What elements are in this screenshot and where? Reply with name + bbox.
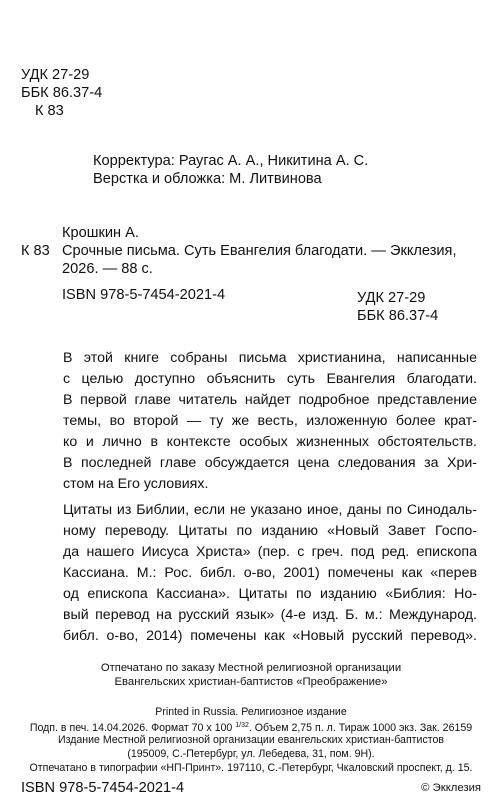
footer-copyright: © Экклезия xyxy=(421,782,481,794)
annotation-line: ко и лично в контексте особых жизненных обстоятельств. xyxy=(63,434,477,450)
printer-line: Отпечатано в типографии «НП-Принт». 197110, С.-Петербург, Чкаловский проспект, д. 15. xyxy=(29,762,473,774)
citation-line: библ. о-во, 2014) помечены как «Новый русский перевод». xyxy=(63,628,477,644)
author-mark-top: К 83 xyxy=(35,103,64,119)
citation-line: од епископа Кассиана». Цитаты по изданию «Библия: Но- xyxy=(63,586,477,602)
citation-line: Кассиана. М.: Рос. библ. о-во, 2001) помечены как «перев xyxy=(63,565,477,581)
citation-line: Цитаты из Библии, если не указано иное, даны по Синодаль- xyxy=(63,502,477,518)
proofreading-credit: Корректура: Раугас А. А., Никитина А. С. xyxy=(93,153,369,169)
citation-line: ному переводу. Цитаты по изданию «Новый Завет Госпо- xyxy=(63,523,477,539)
citation-line: да нашего Иисуса Христа» (пер. с греч. под ред. епископа xyxy=(63,544,477,560)
bbk-top: ББК 86.37-4 xyxy=(21,85,103,101)
signed-suffix: . Объем 2,75 п. л. Тираж 1000 экз. Зак. 26159 xyxy=(248,722,473,734)
printed-in: Printed in Russia. Религиозное издание xyxy=(155,706,347,718)
format-fraction: 1/32 xyxy=(235,722,249,729)
annotation-line: В последней главе обсуждается цена следования за Хри- xyxy=(63,455,477,471)
layout-cover-credit: Верстка и обложка: М. Литвинова xyxy=(93,171,322,187)
annotation-line: темы, во второй — ту же весть, изложенную более крат- xyxy=(63,413,477,429)
title-line-2: 2026. — 88 с. xyxy=(62,261,153,277)
udk-record: УДК 27-29 xyxy=(357,290,426,306)
author-name: Крошкин А. xyxy=(62,225,139,241)
footer-isbn: ISBN 978-5-7454-2021-4 xyxy=(21,780,185,796)
annotation-line: стом на Его условиях. xyxy=(63,476,209,492)
publisher-line-1: Издание Местной религиозной организации евангельских христиан-баптистов xyxy=(57,734,445,746)
citation-line: вый перевод на русский язык» (4-е изд. Б. м.: Международ. xyxy=(63,607,477,623)
annotation-line: с целью доступно объяснить суть Евангелия благодати. xyxy=(63,371,477,387)
author-mark: К 83 xyxy=(21,243,50,259)
signed-prefix: Подп. в печ. 14.04.2026. Формат 70 х 100 xyxy=(29,722,236,734)
title-line-1: Срочные письма. Суть Евангелия благодати. — Экклезия, xyxy=(62,243,457,259)
publisher-line-2: (195009, С.-Петербург, ул. Лебедева, 31, пом. 9Н). xyxy=(127,748,375,760)
udk-top: УДК 27-29 xyxy=(21,67,90,83)
annotation-line: В первой главе читатель найдет подробное представление xyxy=(63,392,477,408)
order-line-1: Отпечатано по заказу Местной религиозной организации xyxy=(100,662,402,674)
order-line-2: Евангельских христиан-баптистов «Преображение» xyxy=(114,676,388,688)
isbn-record: ISBN 978-5-7454-2021-4 xyxy=(62,287,226,303)
bbk-record: ББК 86.37-4 xyxy=(357,308,439,324)
annotation-line: В этой книге собраны письма христианина, написанные xyxy=(63,350,477,366)
